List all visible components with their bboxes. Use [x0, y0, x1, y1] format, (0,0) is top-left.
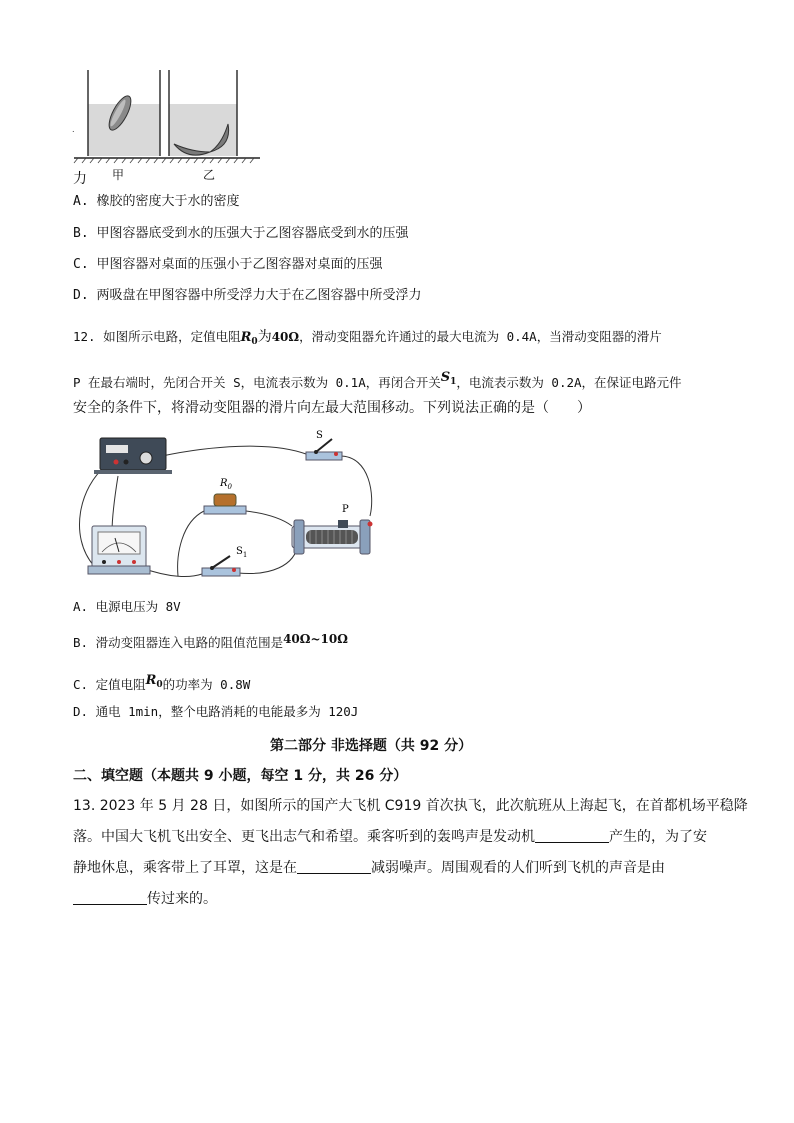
label-s1: $S_1$	[236, 546, 248, 559]
q13-line2: 落。中国大飞机飞出安全、更飞出志气和希望。乘客听到的轰鸣声是发动机 产生的，为了安	[73, 829, 707, 845]
answer-blank-2[interactable]	[297, 859, 371, 874]
answer-blank-3[interactable]	[73, 890, 147, 905]
answer-blank-1[interactable]	[535, 828, 609, 843]
circuit-figure	[70, 426, 390, 586]
r0-symbol-c: $R_0$	[145, 673, 163, 690]
q12-option-d: D. 通电 1min，整个电路消耗的电能最多为 120J	[73, 704, 359, 719]
q12-stem-line2: P 在最右端时，先闭合开关 S，电流表示数为 0.1A，再闭合开关$S_1$，电流表示数为 0.2A，在保证电路元件	[73, 370, 682, 390]
label-s: S	[316, 430, 323, 441]
switch-s1	[202, 556, 240, 576]
figure-label-yi: 乙	[203, 168, 216, 182]
label-p: P	[342, 504, 349, 515]
q11-option-d: D. 两吸盘在甲图容器中所受浮力大于在乙图容器中所受浮力	[73, 288, 422, 303]
figure-left-label: 力	[73, 171, 87, 187]
q12-stem-line3: 安全的条件下，将滑动变阻器的滑片向左最大范围移动。下列说法正确的是（ ）	[73, 400, 591, 416]
q12-option-c: C. 定值电阻$R_0$的功率为 0.8W	[73, 673, 251, 692]
label-r0: $R_0$	[220, 478, 232, 491]
rheostat	[292, 520, 373, 554]
container-figure	[70, 66, 270, 188]
q11-option-a: A. 橡胶的密度大于水的密度	[73, 194, 240, 209]
q13-line4: 传过来的。	[73, 889, 217, 909]
section-title: 二、填空题（本题共 9 小题，每空 1 分，共 26 分）	[73, 768, 408, 784]
q13-line3: 静地休息，乘客带上了耳罩，这是在 减弱噪声。周围观看的人们听到飞机的声音是由	[73, 860, 665, 876]
s1-symbol: $S_1$	[440, 370, 457, 387]
figure-label-jia: 甲	[112, 168, 125, 182]
switch-s	[306, 439, 342, 460]
svg-text:.: .	[72, 125, 75, 134]
q12-option-b: B. 滑动变阻器连入电路的阻值范围是40Ω~10Ω	[73, 632, 348, 650]
q12-stem-line1: 12. 如图所示电路，定值电阻$R_0$为40Ω，滑动变阻器允许通过的最大电流为 0.4A，当滑动变阻器的滑片	[73, 329, 662, 347]
resistor-r0	[204, 494, 246, 514]
q11-option-c: C. 甲图容器对桌面的压强小于乙图容器对桌面的压强	[73, 257, 383, 272]
r0-symbol: $R_0$	[240, 330, 258, 347]
ammeter	[88, 526, 150, 574]
q13-line1: 13. 2023 年 5 月 28 日，如图所示的国产大飞机 C919 首次执飞，此次航班从上海起飞，在首都机场平稳降	[73, 798, 748, 814]
q11-option-b: B. 甲图容器底受到水的压强大于乙图容器底受到水的压强	[73, 226, 409, 241]
part2-title: 第二部分 非选择题（共 92 分）	[270, 738, 473, 754]
q12-option-a: A. 电源电压为 8V	[73, 599, 181, 614]
power-supply	[94, 438, 172, 474]
